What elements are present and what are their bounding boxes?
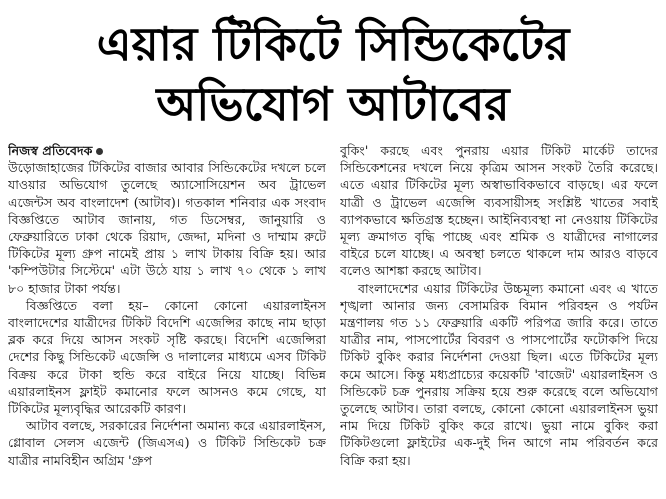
paragraph: বাংলাদেশের এয়ার টিকিটের উচ্চমূল্য কমানো এবং এ খাতে শৃঙ্খলা আনার জন্য বেসামরিক বিমান পরিবহন ও পর্যটন মন্ত্রণালয় গত ১১ ফেব্রুয়ারি একটি পরিপত্র জারি করে। তাতে যাত্রীর নাম, পাসপোর্টের বিবরণ ও পাসপোর্টের ফটোকপি দিয়ে টিকিট বুকিং করার নির্দেশনা দেওয়া ছিল। এতে টিকিটের মূল্য কমে আসে। কিন্তু মধ্যপ্রাচ্যের কয়েকটি 'বাজেট' এয়ারলাইনস ও সিন্ডিকেট চক্র পুনরায় সক্রিয় হয়ে শুরু করেছে বলে অভিযোগ তুলেছে আটাব। তারা বলছে, কোনো কোনো এয়ারলাইনস ভুয়া নাম দিয়ে টিকিট বুকিং করে রাখে। ভুয়া নামে বুকিং করা টিকিটগুলো ফ্লাইটের এক-দুই দিন আগে নাম পরিবর্তন করে বিক্রি করা হয়। [340, 280, 658, 468]
paragraph: বুকিং' করছে এবং পুনরায় এয়ার টিকিট মার্কেট তাদের সিন্ডিকেশনের দখলে নিয়ে কৃত্রিম আসন সংকট তৈরি করেছে। এতে এয়ার টিকিটের মূল্য অস্বাভাবিকভাবে বাড়ছে। এর ফলে যাত্রী ও ট্রাভেল এজেন্সি ব্যবসায়ীসহ সংশ্লিষ্ট খাতের সবাই ব্যাপকভাবে ক্ষতিগ্রস্ত হচ্ছেন। আইনিব্যবস্থা না নেওয়ায় টিকিটের মূল্য ক্রমাগত বৃদ্ধি পাচ্ছে এবং শ্রমিক ও যাত্রীদের নাগালের বাইরে চলে যাচ্ছে। এ অবস্থা চলতে থাকলে দাম আরও বাড়বে বলেও আশঙ্কা করছে আটাব। [340, 143, 658, 279]
byline: নিজস্ব প্রতিবেদক [8, 142, 326, 159]
column-left [8, 142, 326, 499]
headline-line-2: অভিযোগ আটাবের [156, 77, 510, 131]
paragraph: আটাব বলছে, সরকারের নির্দেশনা অমান্য করে এয়ারলাইনস, গ্লোবাল সেলস এজেন্ট (জিএসএ) ও টিকিট সিন্ডিকেট চক্র যাত্রীর নামবিহীন অগ্রিম 'গ্রুপ [8, 418, 326, 468]
headline-line-1: এয়ার টিকিটে সিন্ডিকেটের [96, 17, 570, 71]
column-right [340, 142, 658, 499]
paragraph: বিজ্ঞপ্তিতে বলা হয়– কোনো কোনো এয়ারলাইনস বাংলাদেশের যাত্রীদের টিকিট বিদেশি এজেন্সির কাছে নাম ছাড়া ব্লক করে দিয়ে আসন সংকট সৃষ্টি করছে। বিদেশি এজেন্সিরা দেশের কিছু সিন্ডিকেট এজেন্সি ও দালালের মাধ্যমে এসব টিকিট বিক্রয় করে টাকা হুন্ডি করে বাইরে নিয়ে যাচ্ছে। বিভিন্ন এয়ারলাইনস ফ্লাইট কমানোর ফলে আসনও কমে গেছে, যা টিকিটের মূল্যবৃদ্ধির আরেকটি কারণ। [8, 297, 326, 417]
bullet-icon [96, 148, 103, 155]
headline [0, 14, 666, 134]
article-body [8, 142, 658, 499]
paragraph: উড়োজাহাজের টিকিটের বাজার আবার সিন্ডিকেটের দখলে চলে যাওয়ার অভিযোগ তুলেছে অ্যাসোসিয়েশন অব ট্রাভেল এজেন্টস অব বাংলাদেশ (আটাব)। গতকাল শনিবার এক সংবাদ বিজ্ঞপ্তিতে আটাব জানায়, গত ডিসেম্বর, জানুয়ারি ও ফেব্রুয়ারিতে ঢাকা থেকে রিয়াদ, জেদ্দা, মদিনা ও দাম্মাম রুটে টিকিটের মূল্য গ্রুপ নামেই প্রায় ১ লাখ টাকায় বিক্রি হয়। আর 'কম্পিউটার সিস্টেমে' এটা উঠে যায় ১ লাখ ৭০ থেকে ১ লাখ ৮০ হাজার টাকা পর্যন্ত। [8, 160, 326, 296]
